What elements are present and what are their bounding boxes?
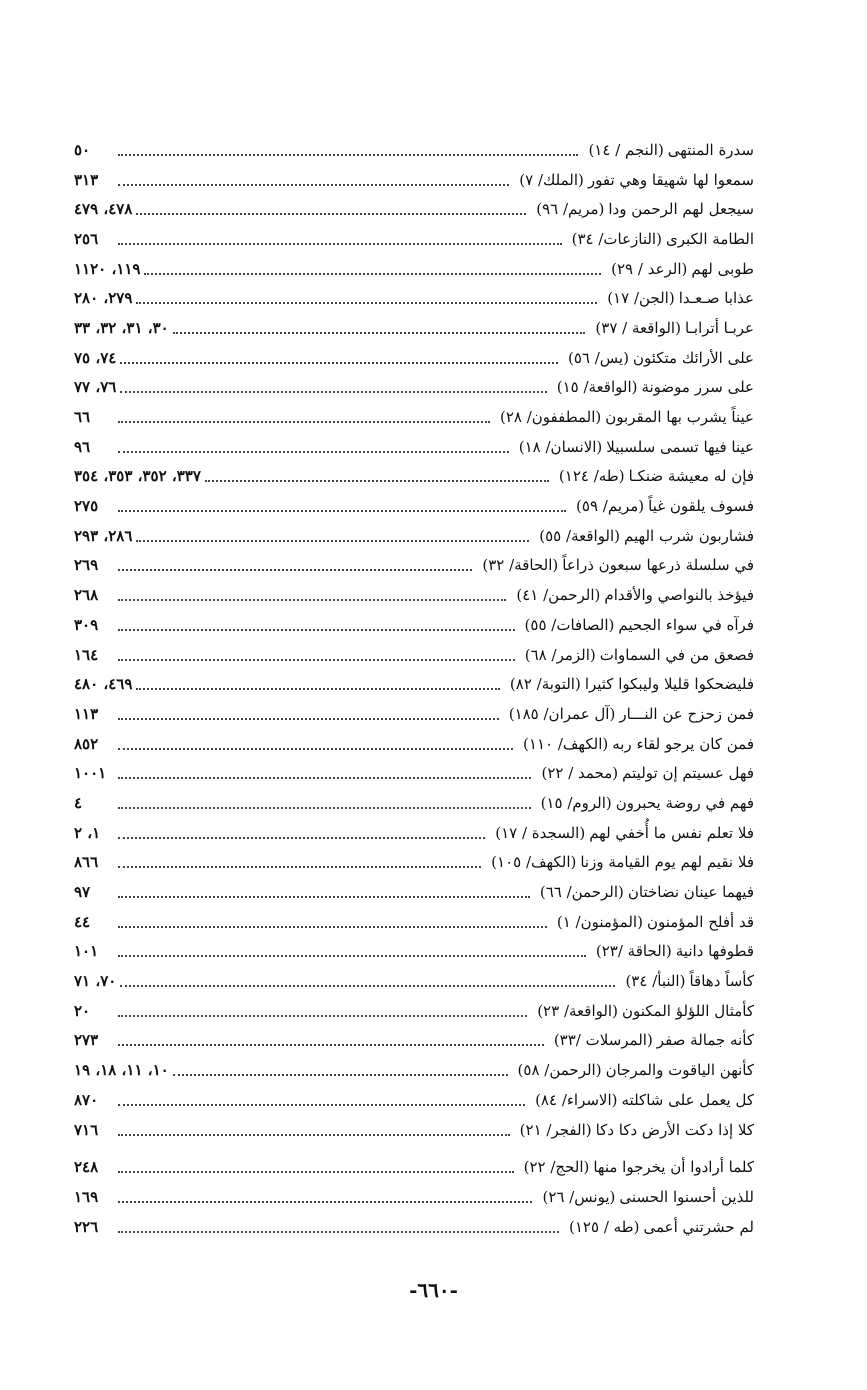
index-entry <box>74 877 754 907</box>
entry-phrase: فمن زحزح عن النـــار <box>619 704 754 723</box>
dot-leader <box>118 704 499 720</box>
entry-reference: (المؤمنون/ ١) <box>556 912 643 931</box>
index-entry <box>74 818 754 848</box>
entry-text <box>551 378 754 396</box>
entry-reference: (الواقعة / ٣٧) <box>595 318 681 337</box>
entry-pages: ٧٠، ٧١ <box>74 972 117 991</box>
entry-reference: (الجن/ ١٧) <box>607 289 675 308</box>
entry-reference: (الواقعة/ ٥٥) <box>539 526 621 545</box>
entry-reference: (النازعات/ ٣٤) <box>571 229 662 248</box>
entry-text <box>535 794 754 812</box>
index-list <box>74 135 754 1241</box>
dot-leader <box>118 496 566 512</box>
dot-leader <box>118 734 513 750</box>
index-entry <box>74 1055 754 1085</box>
entry-reference: (الانسان/ ١٨) <box>518 437 603 456</box>
dot-leader <box>120 348 558 364</box>
entry-pages: ٣٠٩ <box>74 615 99 634</box>
entry-pages: ٥٠ <box>74 140 91 159</box>
entry-text <box>518 1158 754 1176</box>
entry-text <box>519 646 754 664</box>
entry-phrase: على الأرائك متكئون <box>632 348 754 367</box>
dot-leader <box>118 1187 532 1203</box>
entry-pages: ٤٤ <box>74 912 91 931</box>
entry-phrase: عينا فيها تسمى سلسبيلا <box>606 437 754 456</box>
dot-leader <box>118 585 506 601</box>
entry-phrase: كل يعمل على شاكلته <box>621 1090 754 1109</box>
dot-leader <box>118 615 515 631</box>
entry-phrase: فسوف يلقون غياً <box>648 497 754 516</box>
dot-leader <box>118 852 481 868</box>
entry-reference: (الصافات/ ٥٥) <box>524 615 615 634</box>
entry-reference: (السجدة / ١٧) <box>495 823 586 842</box>
entry-pages: ٧٦، ٧٧ <box>74 378 117 397</box>
entry-pages: ٢٨٦، ٢٩٣ <box>74 526 133 545</box>
entry-pages: ٢٥٦ <box>74 229 99 248</box>
index-entry <box>74 254 754 284</box>
entry-text <box>529 1091 754 1109</box>
entry-text <box>517 735 754 753</box>
entry-phrase: لم حشرتني أعمى <box>643 1217 754 1236</box>
entry-pages: ٢٢٦ <box>74 1217 99 1236</box>
entry-pages: ٢٧٥ <box>74 497 99 516</box>
entry-phrase: على سرر موضونة <box>641 378 754 397</box>
dot-leader <box>118 793 531 809</box>
entry-pages: ٧٤، ٧٥ <box>74 348 117 367</box>
entry-text <box>582 141 754 159</box>
entry-text <box>589 319 754 337</box>
entry-pages: ١، ٢ <box>74 823 101 842</box>
entry-reference: (الروم/ ١٥) <box>540 793 612 812</box>
dot-leader <box>120 377 546 393</box>
dot-leader <box>118 823 485 839</box>
entry-pages: ١١٩، ١١٢٠ <box>74 259 141 278</box>
index-entry <box>74 462 754 492</box>
index-entry <box>74 640 754 670</box>
entry-phrase: فصعق من في السماوات <box>599 645 754 664</box>
entry-reference: (النجم / ١٤) <box>588 140 664 159</box>
entry-text <box>504 675 754 693</box>
index-entry <box>74 402 754 432</box>
entry-pages: ٢٠ <box>74 1001 91 1020</box>
entry-reference: (الفجر/ ٢١) <box>519 1120 592 1139</box>
dot-leader <box>118 555 472 571</box>
dot-leader <box>136 526 529 542</box>
entry-text <box>510 586 754 604</box>
entry-pages: ١٦٤ <box>74 645 99 664</box>
entry-phrase: فرآه في سواء الجحيم <box>618 615 754 634</box>
index-entry <box>74 521 754 551</box>
entry-text <box>476 556 754 574</box>
entry-phrase: كأساً دهاقاً <box>689 972 754 991</box>
entry-text <box>530 200 754 218</box>
index-entry <box>74 966 754 996</box>
entry-reference: (الرعد / ٢٩) <box>611 259 688 278</box>
entry-reference: (طه / ١٢٥) <box>569 1217 640 1236</box>
entry-pages: ٨٦٦ <box>74 853 99 872</box>
dot-leader <box>136 674 500 690</box>
dot-leader <box>118 912 547 928</box>
index-entry <box>74 194 754 224</box>
entry-phrase: كلما أرادوا أن يخرجوا منها <box>593 1158 754 1177</box>
entry-phrase: كلا إذا دكت الأرض دكا دكا <box>595 1120 754 1139</box>
entry-reference: (التوبة/ ٨٢) <box>509 675 581 694</box>
dot-leader <box>120 971 615 987</box>
entry-text <box>512 1061 754 1079</box>
entry-pages: ٣٣٧، ٣٥٢، ٣٥٣، ٣٥٤ <box>74 467 201 486</box>
entry-text <box>548 1031 754 1049</box>
entry-text <box>519 616 754 634</box>
entry-phrase: في سلسلة ذرعها سبعون ذراعاً <box>562 556 754 575</box>
entry-pages: ٣٠، ٣١، ٣٢، ٣٣ <box>74 318 169 337</box>
entry-text <box>514 1121 754 1139</box>
dot-leader <box>118 407 490 423</box>
index-entry <box>74 699 754 729</box>
entry-text <box>494 408 754 426</box>
index-entry <box>74 551 754 581</box>
index-entry <box>74 580 754 610</box>
entry-phrase: كأنه جمالة صفر <box>656 1031 754 1050</box>
entry-text <box>531 1002 754 1020</box>
entry-text <box>605 260 754 278</box>
index-entry <box>74 788 754 818</box>
entry-pages: ١١٣ <box>74 704 99 723</box>
entry-text <box>513 438 754 456</box>
dot-leader <box>118 1120 510 1136</box>
entry-text <box>562 349 754 367</box>
dot-leader <box>136 288 597 304</box>
entry-reference: (الواقعة/ ١٥) <box>556 378 638 397</box>
entry-phrase: سيجعل لهم الرحمن ودا <box>608 200 754 219</box>
entry-reference: (الحاقة/ ٣٢) <box>482 556 559 575</box>
entry-phrase: قد أفلح المؤمنون <box>646 912 754 931</box>
entry-phrase: فلا تعلم نفس ما أُخفي لهم <box>589 823 754 842</box>
entry-pages: ١٠، ١١، ١٨، ١٩ <box>74 1061 169 1080</box>
entry-text <box>553 467 754 485</box>
index-entry <box>74 1085 754 1115</box>
entry-reference: (يونس/ ٢٦) <box>542 1187 616 1206</box>
entry-reference: (الواقعة/ ٢٣) <box>537 1001 618 1020</box>
index-entry <box>74 669 754 699</box>
index-entry <box>74 1026 754 1056</box>
entry-reference: (يس/ ٥٦) <box>567 348 629 367</box>
entry-phrase: كأمثال اللؤلؤ المكنون <box>621 1001 754 1020</box>
entry-pages: ١٠١ <box>74 942 99 961</box>
index-entry <box>74 1212 754 1242</box>
entry-pages: ٤ <box>74 793 83 812</box>
dot-leader <box>136 199 526 215</box>
dot-leader <box>118 140 578 156</box>
entry-phrase: سمعوا لها شهيقا وهي تفور <box>587 170 754 189</box>
index-entry <box>74 283 754 313</box>
entry-pages: ٢٧٣ <box>74 1031 99 1050</box>
entry-pages: ١٠٠١ <box>74 764 107 783</box>
entry-pages: ٤٦٩، ٤٨٠ <box>74 675 133 694</box>
entry-phrase: للذين أحسنوا الحسنى <box>619 1187 754 1206</box>
entry-reference: (الحاقة /٢٣) <box>595 942 672 961</box>
entry-reference: (الرحمن/ ٥٨) <box>517 1061 602 1080</box>
index-entry <box>74 313 754 343</box>
entry-reference: (النبأ/ ٣٤) <box>625 972 686 991</box>
entry-phrase: كأنهن الياقوت والمرجان <box>605 1061 754 1080</box>
entry-text <box>513 171 754 189</box>
entry-reference: (الزمر/ ٦٨) <box>524 645 596 664</box>
entry-pages: ٤٧٨، ٤٧٩ <box>74 200 133 219</box>
dot-leader <box>205 466 549 482</box>
entry-phrase: عيناً يشرب بها المقربون <box>605 408 754 427</box>
entry-phrase: فهم في روضة يحبرون <box>615 793 754 812</box>
entry-pages: ٧١٦ <box>74 1120 99 1139</box>
entry-pages: ٣١٣ <box>74 170 99 189</box>
entry-text <box>536 1188 754 1206</box>
entry-text <box>533 527 754 545</box>
entry-text <box>601 289 754 307</box>
entry-pages: ٢٤٨ <box>74 1158 99 1177</box>
index-entry <box>74 758 754 788</box>
entry-reference: (الرحمن/ ٦٦) <box>539 883 624 902</box>
index-entry <box>74 937 754 967</box>
entry-phrase: سدرة المنتهى <box>667 140 754 159</box>
index-entry <box>74 343 754 373</box>
entry-phrase: طوبى لهم <box>691 259 754 278</box>
entry-pages: ٢٦٩ <box>74 556 99 575</box>
entry-reference: (مريم/ ٥٩) <box>576 497 645 516</box>
index-entry <box>74 432 754 462</box>
entry-reference: (الملك/ ٧) <box>519 170 584 189</box>
entry-pages: ٢٦٨ <box>74 586 99 605</box>
entry-phrase: فيهما عينان نضاختان <box>627 883 754 902</box>
index-entry <box>74 373 754 403</box>
dot-leader <box>118 882 530 898</box>
entry-reference: (طه/ ١٢٤) <box>558 467 625 486</box>
entry-text <box>570 497 754 515</box>
entry-phrase: فيؤخذ بالنواصي والأقدام <box>604 586 754 605</box>
page-number: -٦٦٠- <box>409 1278 458 1302</box>
entry-reference: (الرحمن/ ٤١) <box>516 586 601 605</box>
entry-text <box>566 230 754 248</box>
dot-leader <box>118 1157 514 1173</box>
entry-reference: (الكهف/ ١١٠) <box>523 734 609 753</box>
entry-phrase: فشاربون شرب الهيم <box>624 526 754 545</box>
entry-reference: (المرسلات /٣٣) <box>553 1031 653 1050</box>
index-entry <box>74 610 754 640</box>
index-entry <box>74 729 754 759</box>
index-entry <box>74 224 754 254</box>
entry-reference: (الحج/ ٢٢) <box>523 1158 590 1177</box>
entry-text <box>590 942 754 960</box>
entry-phrase: عذابا صـعـدا <box>678 289 754 308</box>
index-entry <box>74 135 754 165</box>
entry-phrase: فهل عسيتم إن توليتم <box>622 764 754 783</box>
entry-reference: (آل عمران/ ١٨٥) <box>508 704 616 723</box>
entry-reference: (المطففون/ ٢٨) <box>499 408 602 427</box>
entry-pages: ١٦٩ <box>74 1187 99 1206</box>
dot-leader <box>173 1060 508 1076</box>
dot-leader <box>118 1090 525 1106</box>
entry-reference: (الكهف/ ١٠٥) <box>491 853 577 872</box>
entry-reference: (محمد / ٢٢) <box>541 764 619 783</box>
index-entry <box>74 1115 754 1145</box>
entry-pages: ٨٥٢ <box>74 734 99 753</box>
index-entry <box>74 1152 754 1182</box>
entry-text <box>551 913 754 931</box>
entry-pages: ٩٧ <box>74 883 91 902</box>
entry-text <box>485 853 754 871</box>
index-entry <box>74 996 754 1026</box>
dot-leader <box>118 1001 527 1017</box>
dot-leader <box>118 170 509 186</box>
entry-phrase: فإن له معيشة ضنكـا <box>628 467 754 486</box>
entry-phrase: قطوفها دانية <box>675 942 754 961</box>
dot-leader <box>118 1030 544 1046</box>
dot-leader <box>118 229 562 245</box>
entry-text <box>489 824 754 842</box>
entry-text <box>563 1218 754 1236</box>
entry-text <box>535 764 754 782</box>
entry-phrase: فمن كان يرجو لقاء ربه <box>612 734 754 753</box>
entry-pages: ٢٧٩، ٢٨٠ <box>74 289 133 308</box>
dot-leader <box>173 318 586 334</box>
dot-leader <box>144 259 601 275</box>
index-entry <box>74 907 754 937</box>
index-entry <box>74 165 754 195</box>
entry-reference: (مريم/ ٩٦) <box>536 200 605 219</box>
entry-text <box>503 705 754 723</box>
dot-leader <box>118 763 531 779</box>
dot-leader <box>118 437 509 453</box>
entry-reference: (الاسراء/ ٨٤) <box>535 1090 618 1109</box>
dot-leader <box>118 941 586 957</box>
index-entry <box>74 1182 754 1212</box>
entry-phrase: فلا نقيم لهم يوم القيامة وزنا <box>580 853 754 872</box>
entry-pages: ٨٧٠ <box>74 1090 99 1109</box>
entry-phrase: عربـا أترابـا <box>684 318 754 337</box>
entry-text <box>534 883 754 901</box>
index-entry <box>74 848 754 878</box>
index-entry <box>74 491 754 521</box>
entry-phrase: الطامة الكبرى <box>665 229 754 248</box>
dot-leader <box>118 645 515 661</box>
entry-text <box>619 972 754 990</box>
entry-pages: ٩٦ <box>74 437 91 456</box>
entry-pages: ٦٦ <box>74 408 91 427</box>
entry-phrase: فليضحكوا قليلا وليبكوا كثيرا <box>584 675 754 694</box>
dot-leader <box>118 1217 559 1233</box>
